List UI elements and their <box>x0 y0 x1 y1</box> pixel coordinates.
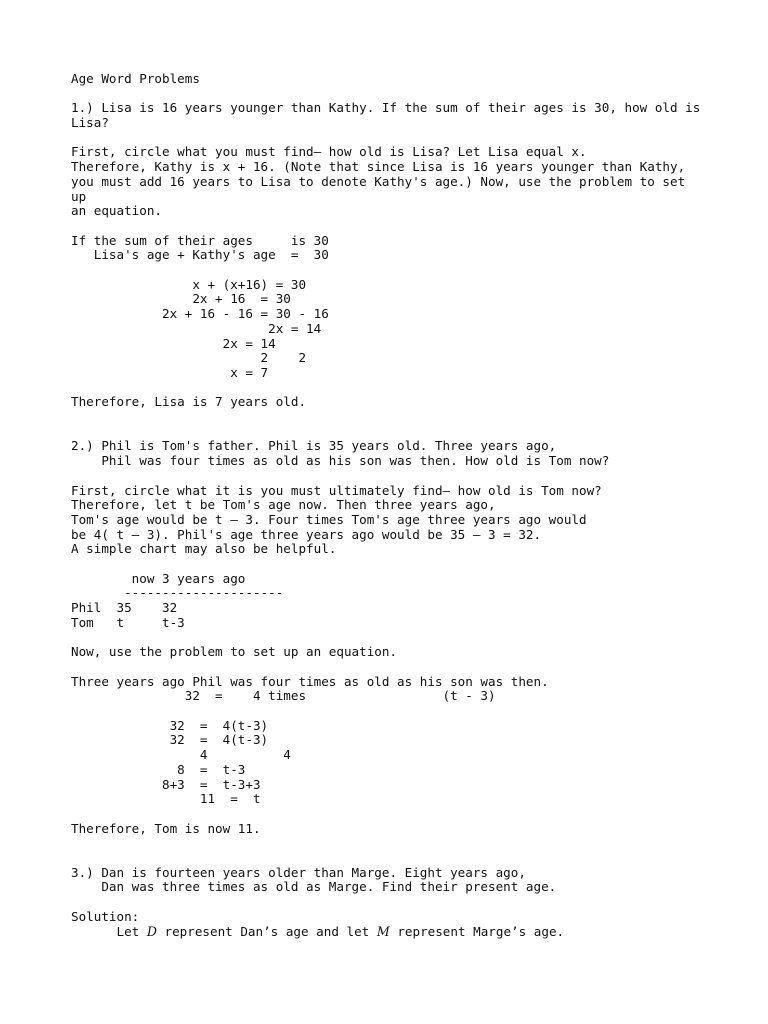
solution-text: represent Dan’s age and let <box>156 923 377 939</box>
problem-2-setup-intro: Now, use the problem to set up an equation. <box>71 644 398 660</box>
problem-1-answer: Therefore, Lisa is 7 years old. <box>71 394 307 410</box>
problem-2-explanation-line: A simple chart may also be helpful. <box>71 541 337 557</box>
solution-text: Let <box>71 923 147 939</box>
problem-2-explanation-line: Tom's age would be t – 3. Four times Tom's age three years ago would <box>71 511 587 527</box>
page-title: Age Word Problems <box>71 71 200 86</box>
problem-1-explanation-line: Therefore, Kathy is x + 16. (Note that since Lisa is 16 years younger than Kathy, <box>71 159 686 175</box>
problem-1-work-line: x = 7 <box>71 365 269 380</box>
problem-2-setup-line: 32 = 4 times (t - 3) <box>71 688 496 704</box>
age-chart-row: Tom t t-3 <box>71 614 185 630</box>
problem-1-explanation-line: First, circle what you must find— how old is Lisa? Let Lisa equal x. <box>71 144 587 160</box>
problem-1-work-line: x + (x+16) = 30 <box>71 276 307 292</box>
problem-2-explanation-line: First, circle what it is you must ultimately find— how old is Tom now? <box>71 482 602 498</box>
problem-1-question-line: 1.) Lisa is 16 years younger than Kathy. If the sum of their ages is 30, how old is <box>71 100 701 116</box>
problem-1-work-line: 2x = 14 <box>71 320 322 336</box>
problem-2-work-line: 32 = 4(t-3) <box>71 732 269 748</box>
problem-1-explanation-line: up <box>71 188 87 204</box>
problem-2-setup-line: Three years ago Phil was four times as old as his son was then. <box>71 673 549 689</box>
problem-2-work-line: 8 = t-3 <box>71 761 246 777</box>
document-page <box>71 72 761 939</box>
problem-1-work-line: 2x + 16 - 16 = 30 - 16 <box>71 306 329 322</box>
problem-2-work-line: 8+3 = t-3+3 <box>71 776 261 792</box>
problem-2-question-line: Phil was four times as old as his son was then. How old is Tom now? <box>71 453 610 469</box>
variable-d: D <box>146 923 157 939</box>
solution-label: Solution: <box>71 908 140 924</box>
problem-1-work-line: 2 2 <box>71 350 307 366</box>
problem-2-explanation-line: Therefore, let t be Tom's age now. Then three years ago, <box>71 497 496 513</box>
problem-3-question-line: Dan was three times as old as Marge. Find their present age. <box>71 879 557 895</box>
problem-2-work-line: 11 = t <box>71 791 261 807</box>
age-chart-row: Phil 35 32 <box>71 600 178 616</box>
variable-m: M <box>376 923 390 939</box>
problem-1-setup-line: Lisa's age + Kathy's age = 30 <box>71 247 329 263</box>
problem-3-solution-line <box>71 925 761 940</box>
age-chart-header: now 3 years ago <box>71 570 246 586</box>
problem-1 <box>71 101 761 410</box>
problem-1-work-line: 2x + 16 = 30 <box>71 291 291 307</box>
problem-3-question-line: 3.) Dan is fourteen years older than Marge. Eight years ago, <box>71 864 526 880</box>
problem-2-work-line: 4 4 <box>71 747 291 763</box>
solution-text: represent Marge’s age. <box>389 923 565 939</box>
problem-1-setup-line: If the sum of their ages is 30 <box>71 232 329 248</box>
problem-1-question-line: Lisa? <box>71 115 109 131</box>
problem-2-explanation-line: be 4( t – 3). Phil's age three years ago would be 35 – 3 = 32. <box>71 526 542 542</box>
problem-1-work-line: 2x = 14 <box>71 335 276 351</box>
problem-1-explanation-line: an equation. <box>71 203 162 219</box>
problem-2-answer: Therefore, Tom is now 11. <box>71 820 261 836</box>
problem-2-question-line: 2.) Phil is Tom's father. Phil is 35 years old. Three years ago, <box>71 438 557 454</box>
problem-2 <box>71 439 761 836</box>
problem-2-work-line: 32 = 4(t-3) <box>71 717 269 733</box>
problem-1-explanation-line: you must add 16 years to Lisa to denote Kathy's age.) Now, use the problem to set <box>71 173 686 189</box>
problem-3 <box>71 866 761 940</box>
age-chart-rule: --------------------- <box>71 585 284 601</box>
